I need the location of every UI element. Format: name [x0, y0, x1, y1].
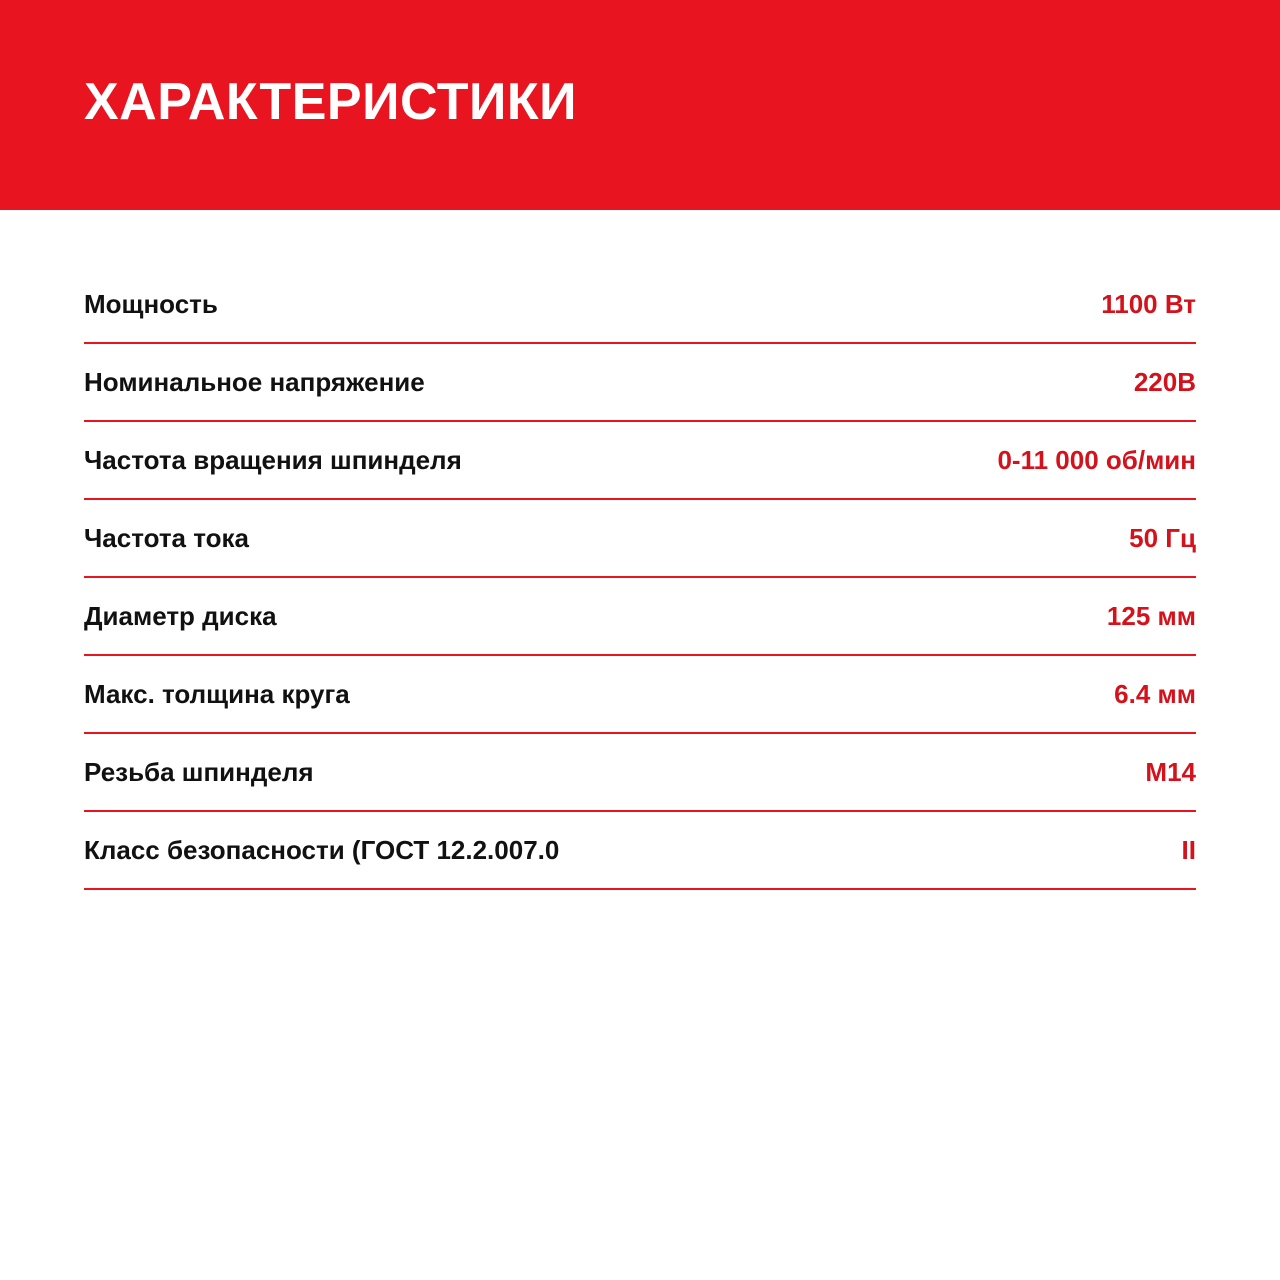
spec-row-frequency [84, 500, 1196, 578]
spec-label: Частота тока [84, 523, 249, 553]
header-banner [0, 0, 1280, 210]
spec-row-disc-diameter [84, 578, 1196, 656]
spec-value: 125 мм [1106, 601, 1196, 631]
spec-row-voltage [84, 344, 1196, 422]
spec-label: Номинальное напряжение [84, 367, 425, 397]
spec-row-max-thickness [84, 656, 1196, 734]
page-title: ХАРАКТЕРИСТИКИ [84, 73, 577, 131]
spec-label: Макс. толщина круга [84, 679, 350, 709]
spec-value: 1100 Вт [1101, 289, 1196, 319]
spec-label: Мощность [84, 289, 218, 319]
spec-value: 220В [1133, 367, 1196, 397]
spec-label: Класс безопасности (ГОСТ 12.2.007.0 [84, 835, 560, 865]
spec-row-spindle-speed [84, 422, 1196, 500]
spec-value: 6.4 мм [1114, 679, 1196, 709]
spec-value: 50 Гц [1129, 523, 1196, 553]
spec-value: 0-11 000 об/мин [997, 445, 1196, 475]
spec-row-spindle-thread [84, 734, 1196, 812]
spec-row-power [84, 266, 1196, 344]
spec-row-safety-class [84, 812, 1196, 890]
spec-value: М14 [1145, 757, 1196, 787]
spec-label: Частота вращения шпинделя [84, 445, 462, 475]
spec-list [84, 266, 1196, 890]
spec-label: Диаметр диска [84, 601, 277, 631]
spec-label: Резьба шпинделя [84, 757, 314, 787]
spec-value: II [1181, 835, 1196, 865]
